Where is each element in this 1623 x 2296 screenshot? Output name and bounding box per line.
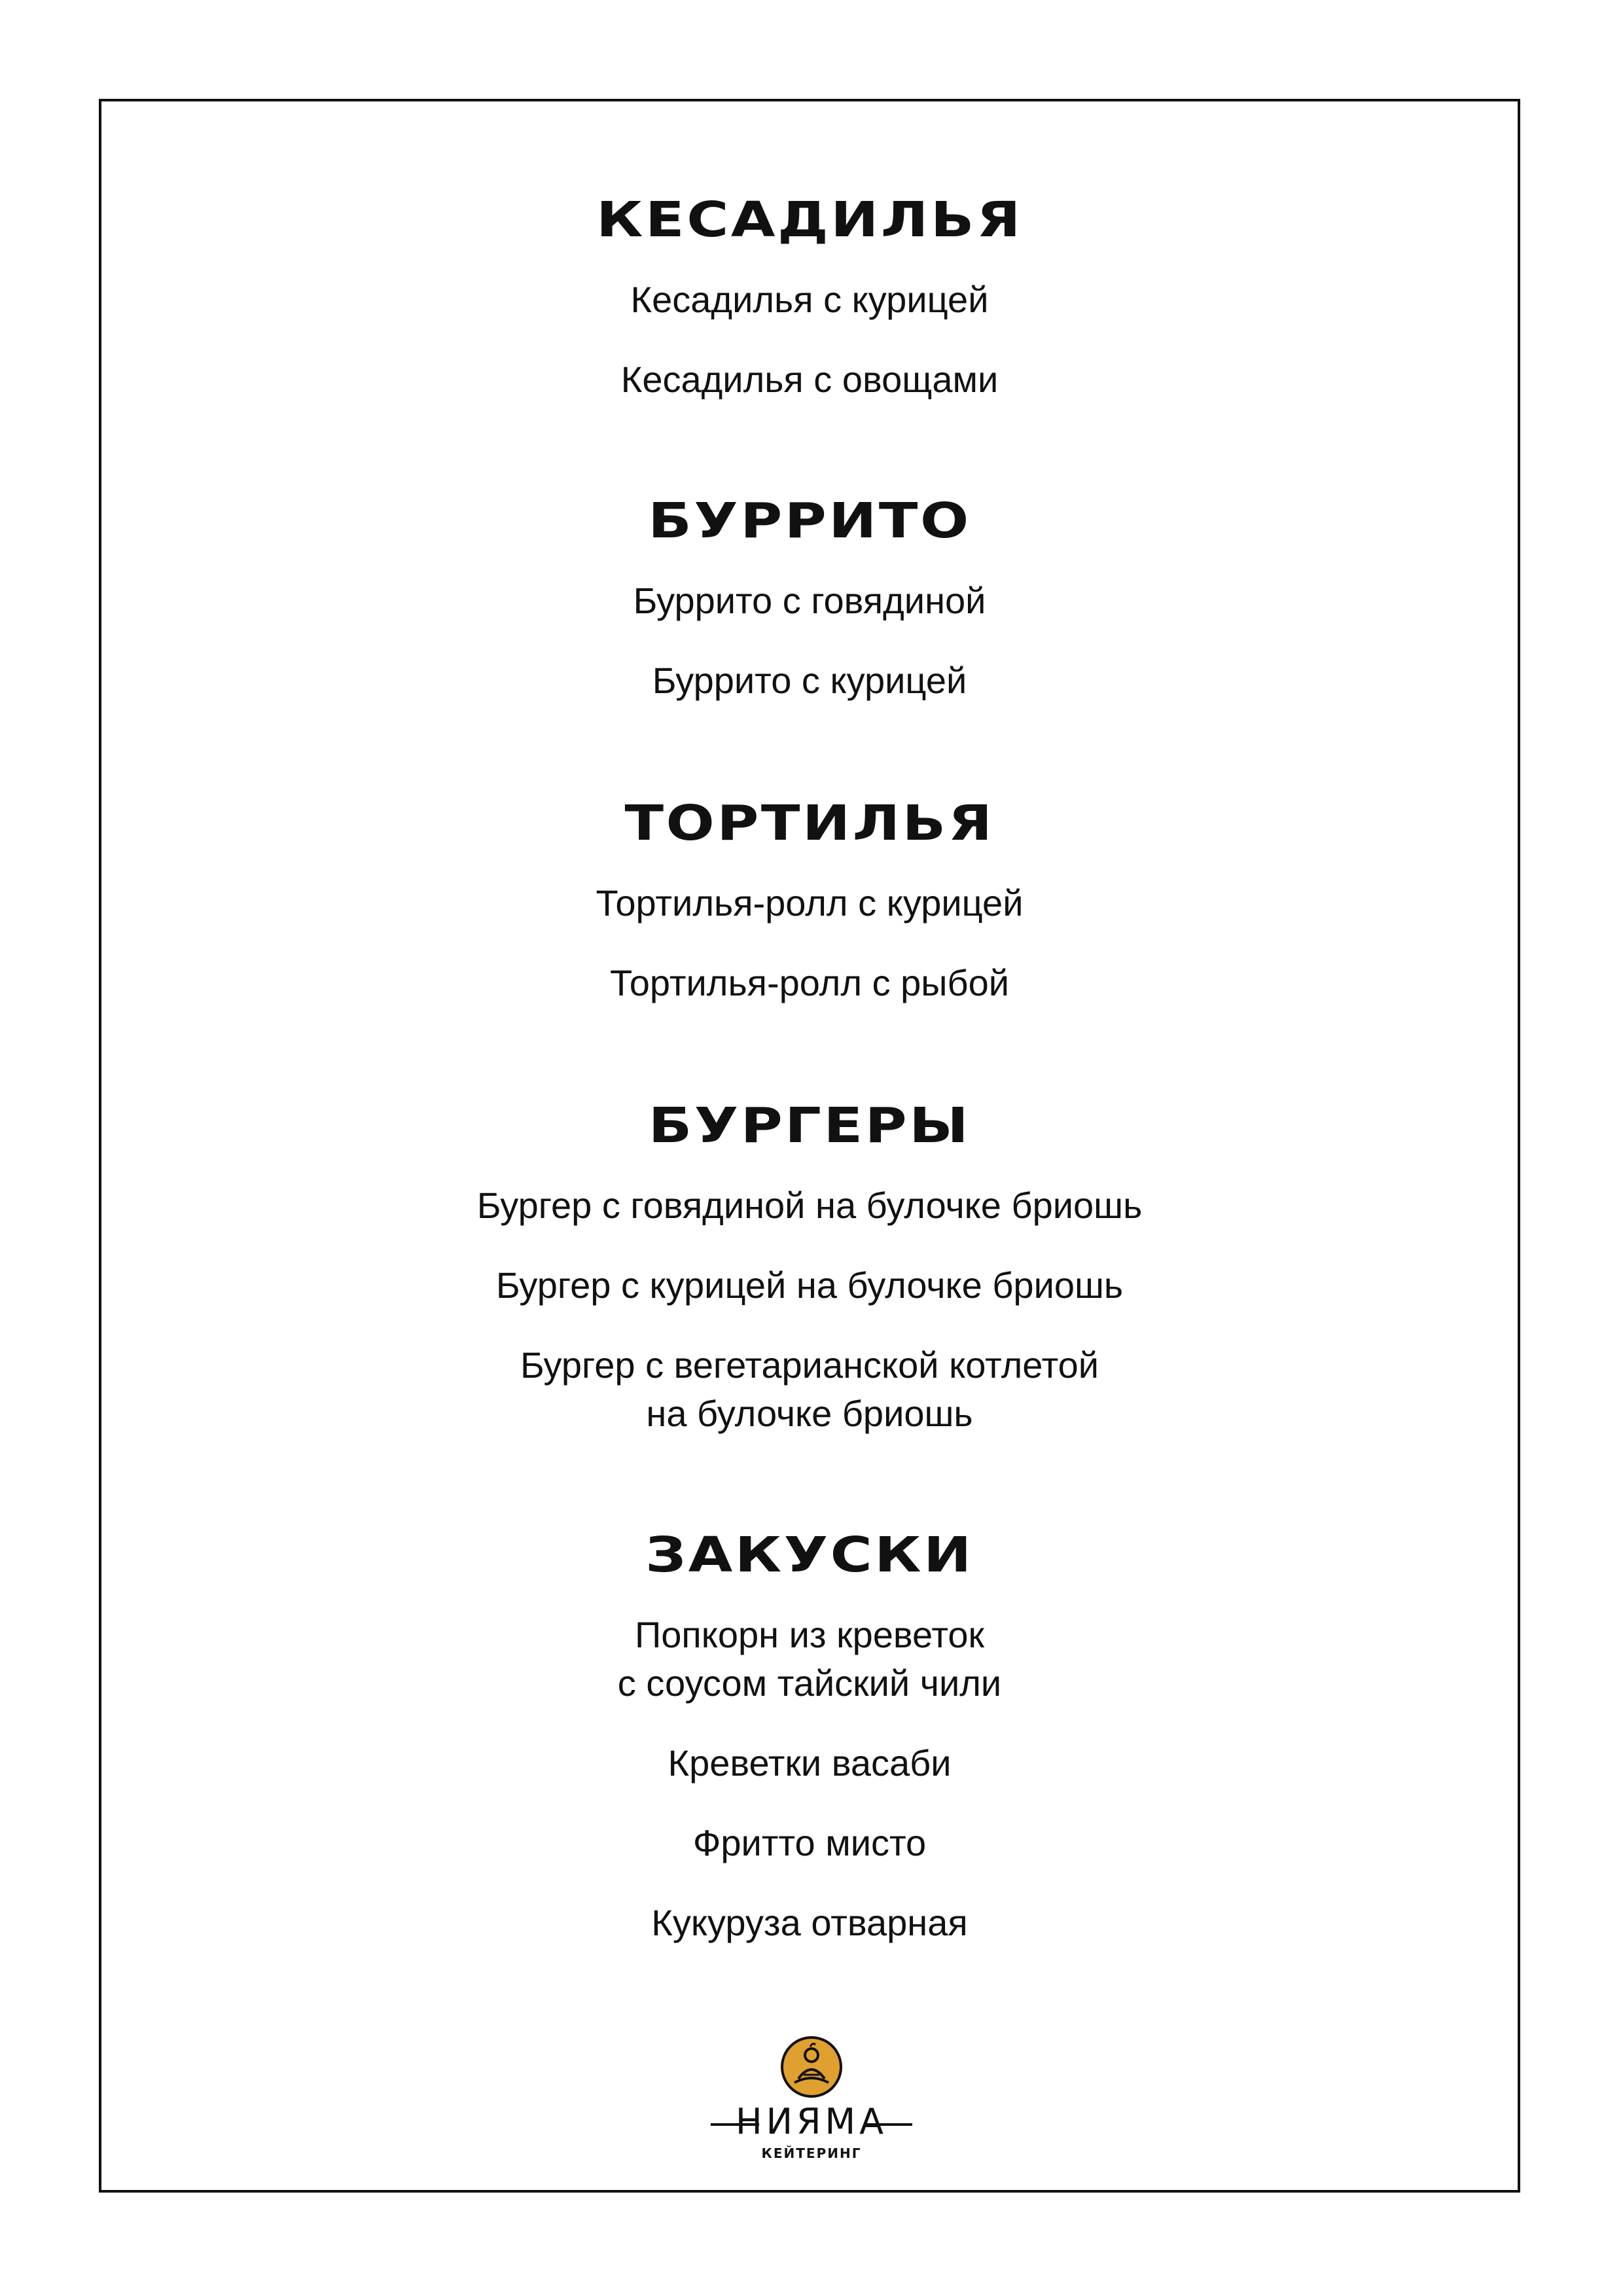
brand-name: НИЯМА [735, 2101, 888, 2142]
brand-logo [707, 2036, 916, 2166]
menu-item: Кесадилья с курицей [630, 279, 989, 320]
menu-item: Буррито с курицей [652, 660, 967, 701]
section-title: БУРГЕРЫ [648, 1098, 971, 1154]
menu-item: Бургер с курицей на булочке бриошь [495, 1265, 1124, 1306]
menu-item: Креветки васаби [668, 1742, 952, 1784]
menu-item: Фритто мисто [692, 1822, 927, 1863]
item-list [99, 577, 1520, 705]
menu-item: Тортилья-ролл с рыбой [609, 962, 1010, 1003]
menu-item: Тортилья-ролл с курицей [596, 882, 1024, 924]
menu-section-quesadilla [99, 190, 1520, 404]
menu-section-burrito [99, 492, 1520, 705]
menu-item: Кесадилья с овощами [620, 359, 999, 400]
menu-item: Кукуруза отварная [651, 1902, 968, 1943]
menu-section-burgers [99, 1096, 1520, 1438]
brand-subtitle: КЕЙТЕРИНГ [761, 2145, 862, 2161]
item-list [99, 1611, 1520, 1947]
section-title: ТОРТИЛЬЯ [624, 795, 995, 852]
item-list [99, 276, 1520, 404]
menu-item: Бургер с вегетарианской котлетой на булочке бриошь [520, 1344, 1099, 1434]
section-title: ЗАКУСКИ [645, 1527, 974, 1583]
brand-underline-icon [707, 2121, 916, 2128]
menu-section-tortilla [99, 794, 1520, 1007]
menu-item: Попкорн из креветок с соусом тайский чили [617, 1614, 1002, 1704]
item-list [99, 1181, 1520, 1438]
section-title: КЕСАДИЛЬЯ [596, 192, 1023, 248]
section-title: БУРРИТО [648, 493, 971, 549]
menu-item: Буррито с говядиной [633, 580, 986, 621]
buddha-emblem-icon [780, 2036, 843, 2098]
menu-item: Бургер с говядиной на булочке бриошь [476, 1185, 1143, 1226]
item-list [99, 879, 1520, 1007]
menu-section-snacks [99, 1526, 1520, 1947]
